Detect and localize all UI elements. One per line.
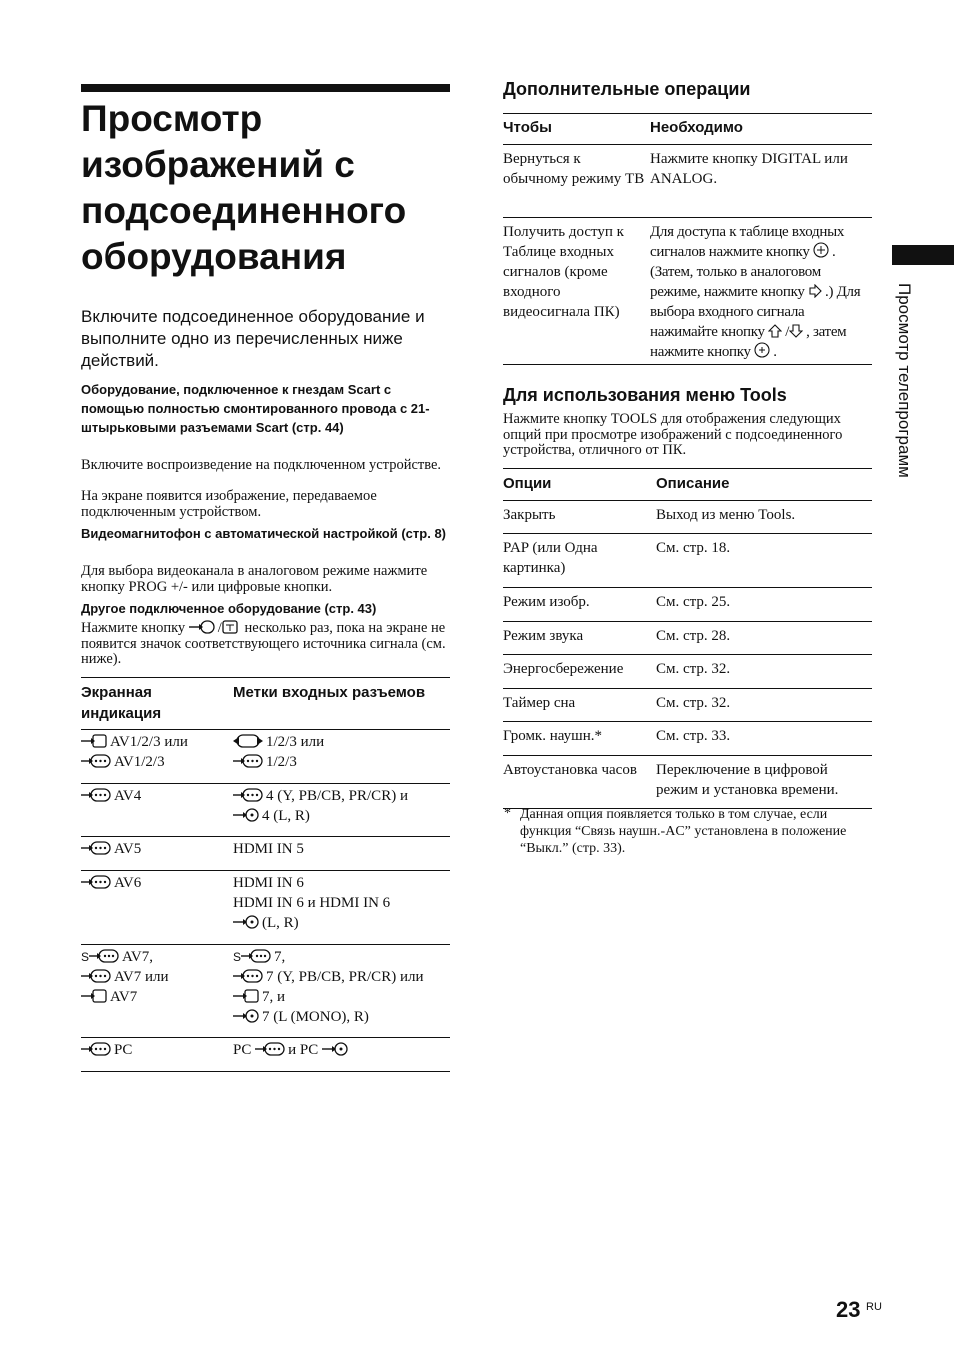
- text-fragment: Нажмите кнопку: [81, 620, 186, 636]
- row-right: [650, 222, 874, 362]
- component-icon: [255, 1042, 285, 1056]
- tools-table: [503, 468, 872, 809]
- enter-circle-icon: [754, 342, 770, 358]
- cell-text: AV7 или: [114, 969, 169, 985]
- cell-line: [233, 806, 450, 826]
- cell-line: [81, 947, 231, 967]
- option-description: См. стр. 25.: [656, 594, 731, 610]
- svg-text:S: S: [233, 950, 242, 963]
- cell-text: 1/2/3 или: [266, 734, 325, 750]
- section-text-scart-2: На экране появится изображение, передаваемое подключенным устройством.: [81, 488, 377, 520]
- cell-screen-indication: [81, 1040, 231, 1060]
- scart-in-icon: [81, 989, 107, 1003]
- cell-line: [233, 1040, 450, 1060]
- table-row: [503, 588, 872, 622]
- text-input-icon: [222, 620, 238, 634]
- cell-input-label: [233, 1040, 450, 1060]
- cell-text: AV1/2/3: [114, 754, 165, 770]
- text-fragment: , затем нажмите кнопку: [650, 324, 847, 360]
- component-icon: [233, 969, 263, 983]
- option-name: Закрыть: [503, 507, 556, 523]
- cell-text: (L, R): [262, 915, 299, 931]
- option-name: Таймер сна: [503, 695, 576, 711]
- section-heading-other: Другое подключенное оборудование (стр. 43): [81, 601, 377, 616]
- page-language: RU: [866, 1301, 882, 1313]
- input-select-circle-icon: [813, 242, 829, 258]
- cell-text: 4 (L, R): [262, 808, 310, 824]
- cell-text: HDMI IN 6: [233, 875, 304, 891]
- cell-text: 1/2/3: [266, 754, 297, 770]
- s-video-icon: [233, 949, 271, 963]
- cell-text: 4 (Y, PB/CB, PR/CR) и: [266, 788, 408, 804]
- audio-icon: [233, 808, 259, 822]
- scart-io-icon: [233, 734, 263, 748]
- cell-text: 7,: [274, 949, 286, 965]
- option-description: См. стр. 18.: [656, 540, 731, 556]
- scart-in-icon: [233, 989, 259, 1003]
- header-options: Опции: [503, 475, 552, 492]
- audio-icon: [233, 915, 259, 929]
- option-name: Режим изобр.: [503, 594, 590, 610]
- page-title: Просмотр изображений с подсоединенного оборудования: [81, 98, 407, 277]
- cell-text: 7 (Y, PB/CB, PR/CR) или: [266, 969, 424, 985]
- side-tab-text: Просмотр телепрограмм: [895, 283, 914, 478]
- component-icon: [81, 969, 111, 983]
- option-name: Автоустановка часов: [503, 762, 637, 778]
- cell-text: PC: [233, 1042, 252, 1058]
- cell-text: HDMI IN 6 и HDMI IN 6: [233, 895, 391, 911]
- table-row: [503, 534, 872, 588]
- component-icon: [81, 788, 111, 802]
- cell-line: [233, 752, 450, 772]
- cell-input-label: [233, 873, 450, 933]
- cell-line: [233, 732, 450, 752]
- table-row: [81, 871, 450, 945]
- cell-line: [81, 873, 231, 893]
- cell-line: [233, 913, 450, 933]
- scart-in-icon: [81, 734, 107, 748]
- component-icon: [81, 841, 111, 855]
- table-row: [503, 145, 872, 218]
- cell-text: AV5: [114, 841, 142, 857]
- text-fragment: Для доступа к таблице входных сигналов нажмите кнопку: [650, 224, 845, 260]
- cell-text: AV7: [110, 989, 138, 1005]
- option-name: Режим звука: [503, 628, 584, 644]
- cell-input-label: [233, 786, 450, 826]
- cell-line: [81, 786, 231, 806]
- cell-text: AV4: [114, 788, 142, 804]
- header-screen-indication: Экранная индикация: [81, 684, 162, 722]
- option-description: См. стр. 32.: [656, 695, 731, 711]
- component-icon: [81, 754, 111, 768]
- cell-line: [233, 893, 450, 913]
- table-row: [81, 945, 450, 1038]
- cell-line: [81, 1040, 231, 1060]
- cell-screen-indication: [81, 786, 231, 806]
- footnote-mark: *: [504, 806, 511, 821]
- section-text-scart-1: Включите воспроизведение на подключенном устройстве.: [81, 457, 442, 473]
- tools-intro: Нажмите кнопку TOOLS для отображения следующих опций при просмотре изображений с подсоединенного устройства, отличного от ПК.: [503, 411, 843, 458]
- option-name: Громк. наушн.*: [503, 728, 602, 744]
- section-heading-scart: Оборудование, подключенное к гнездам Scart с помощью полностью смонтированного провода с 21-штырьковыми разъемами Scart (стр. 44): [81, 382, 430, 435]
- option-name: Энергосбережение: [503, 661, 624, 677]
- header-to: Чтобы: [503, 119, 552, 136]
- input-select-icon: [189, 620, 215, 634]
- cell-text: 7, и: [262, 989, 286, 1005]
- cell-text: и PC: [288, 1042, 322, 1058]
- title-rule: [81, 84, 450, 92]
- table-row: [503, 756, 872, 809]
- s-video-icon: [81, 949, 119, 963]
- input-rows: [81, 730, 450, 1072]
- extra-ops-heading: Дополнительные операции: [503, 79, 751, 99]
- table-row: [81, 784, 450, 837]
- cell-line: [81, 839, 231, 859]
- table-header: [503, 113, 872, 145]
- cell-screen-indication: [81, 732, 231, 772]
- tools-heading: Для использования меню Tools: [503, 385, 787, 405]
- cell-line: [233, 987, 450, 1007]
- section-text-vcr: Для выбора видеоканала в аналоговом режиме нажмите кнопку PROG +/- или цифровые кнопки.: [81, 563, 428, 595]
- audio-icon: [322, 1042, 348, 1056]
- section-text-other: [81, 620, 453, 668]
- section-heading-vcr: Видеомагнитофон с автоматической настройкой (стр. 8): [81, 526, 446, 541]
- text-fragment: . (Затем, только в аналоговом режиме, нажмите кнопку: [650, 244, 836, 300]
- cell-line: [233, 839, 450, 859]
- cell-screen-indication: [81, 839, 231, 859]
- cell-line: [81, 967, 231, 987]
- option-description: См. стр. 28.: [656, 628, 731, 644]
- cell-input-label: [233, 947, 450, 1027]
- footnote-text: Данная опция появляется только в том случае, если функция “Связь наушн.-AC” установлена в положение “Выкл.” (стр. 33).: [520, 807, 847, 856]
- cell-line: [81, 732, 231, 752]
- table-row: [503, 722, 872, 756]
- table-row: [503, 218, 872, 365]
- table-header: [503, 468, 872, 501]
- component-icon: [233, 754, 263, 768]
- cell-line: [233, 967, 450, 987]
- text-fragment: .: [773, 344, 777, 360]
- cell-line: [81, 752, 231, 772]
- svg-text:S: S: [81, 950, 90, 963]
- audio-icon: [233, 1009, 259, 1023]
- side-tab-marker: [892, 245, 954, 265]
- component-icon: [81, 875, 111, 889]
- arrow-right-icon: [808, 284, 822, 298]
- cell-line: [233, 1007, 450, 1027]
- intro-text: Включите подсоединенное оборудование и выполните одно из перечисленных ниже действий.: [81, 307, 425, 370]
- header-needed: Необходимо: [650, 119, 743, 136]
- cell-text: AV7,: [122, 949, 153, 965]
- cell-screen-indication: [81, 873, 231, 893]
- table-row: [81, 730, 450, 784]
- cell-line: [233, 786, 450, 806]
- table-row: [81, 1038, 450, 1072]
- page-number: 23: [836, 1297, 861, 1322]
- cell-line: [233, 947, 450, 967]
- cell-line: [233, 873, 450, 893]
- text-fragment: /: [785, 324, 790, 340]
- arrow-down-icon: [789, 324, 803, 338]
- cell-screen-indication: [81, 947, 231, 1007]
- option-description: См. стр. 33.: [656, 728, 731, 744]
- cell-line: [81, 987, 231, 1007]
- table-row: [503, 501, 872, 534]
- cell-input-label: [233, 839, 450, 859]
- row-left: Получить доступ к Таблице входных сигналов (кроме входного видеосигнала ПК): [503, 224, 624, 320]
- cell-text: PC: [114, 1042, 133, 1058]
- component-icon: [233, 788, 263, 802]
- arrow-up-icon: [768, 324, 782, 338]
- option-description: См. стр. 32.: [656, 661, 731, 677]
- cell-input-label: [233, 732, 450, 772]
- table-row: [81, 837, 450, 871]
- header-description: Описание: [656, 475, 730, 492]
- side-tab-label: [893, 283, 915, 553]
- option-description: Переключение в цифровой режим и установка времени.: [656, 762, 839, 798]
- option-name: PAP (или Одна картинка): [503, 540, 598, 576]
- component-icon: [81, 1042, 111, 1056]
- header-input-labels: Метки входных разъемов: [233, 684, 426, 701]
- cell-text: AV1/2/3 или: [110, 734, 188, 750]
- cell-text: 7 (L (MONO), R): [262, 1009, 369, 1025]
- cell-text: HDMI IN 5: [233, 841, 304, 857]
- row-left: Вернуться к обычному режиму ТВ: [503, 151, 645, 187]
- text-fragment: .) Для выбора входного сигнала нажимайте кнопку: [650, 284, 861, 340]
- table-header: [81, 677, 450, 730]
- extra-ops-table: [503, 113, 872, 365]
- table-row: [503, 622, 872, 655]
- table-row: [503, 655, 872, 689]
- text-fragment: несколько раз, пока на экране не появится значок соответствующего источника сигнала (см. ниже).: [81, 620, 446, 667]
- tools-rows: [503, 501, 872, 809]
- table-row: [503, 689, 872, 722]
- option-description: Выход из меню Tools.: [656, 507, 796, 523]
- row-right: Нажмите кнопку DIGITAL или ANALOG.: [650, 151, 848, 187]
- text-fragment: /: [217, 620, 222, 636]
- cell-text: AV6: [114, 875, 142, 891]
- input-labels-table: [81, 677, 450, 1072]
